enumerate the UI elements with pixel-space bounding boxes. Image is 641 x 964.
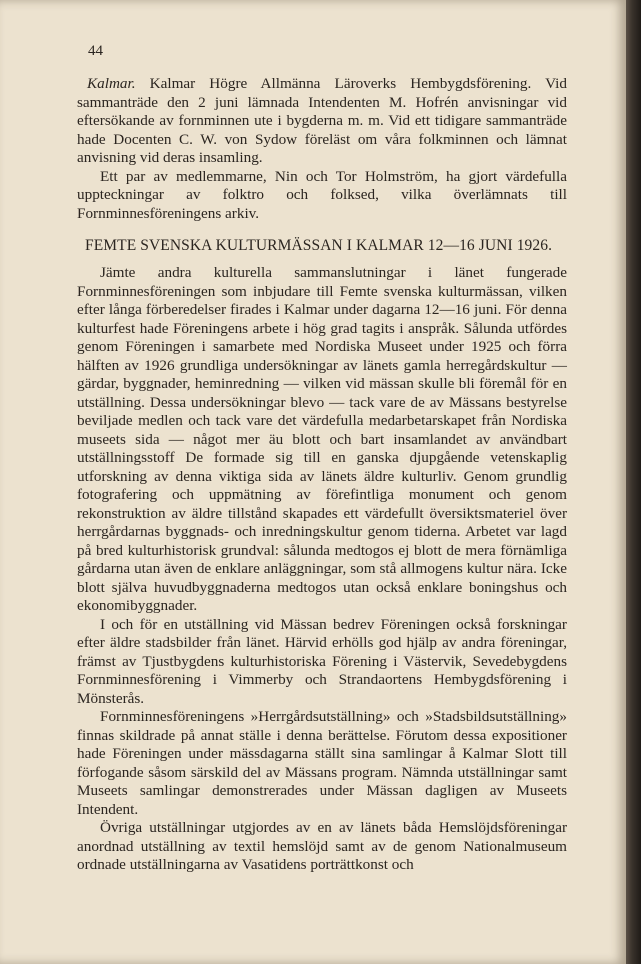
paragraph: Övriga utställningar utgjordes av en av länets båda Hemslöjdsföreningar anordnad utställning av textil hemslöjd samt av de genom Nationalmuseum ordnade utställningarna av Vasatidens porträttkonst och [77,819,567,873]
paragraph: Jämte andra kulturella sammanslutningar i länet fungerade Fornminnesföreningen som inbjudare till Femte svenska kulturmässan, vilken efter långa förberedelser firades i Kalmar under dagarna 12—16 juni. För denna kulturfest hade Föreningens arbete i hög grad tagits i anspråk. Sålunda utfördes genom Föreningen i samarbete med Nordiska Museet under 1925 och förra hälften av 1926 grundliga undersökningar av länets gamla herregårdskultur — gärdar, byggnader, heminredning — vilken vid mässan skulle bli föremål för en utställning. Dessa undersökningar blevo — tack vare de av Mässans bestyrelse beviljade medlen och tack vare det värdefulla medarbetarskapet från Nordiska museets sida — något mer äu blott och bart insamlandet av användbart utställningsstoff De formade sig till en ganska djupgående vetenskaplig utforskning av denna viktiga sida av länets äldre kulturliv. Genom grundlig fotografering och uppmätning av förefintliga monument och genom rekonstruktion av äldre tillstånd skapades ett värdefullt översiktsmateriel över herrgårdarnas byggnads- och inredningskultur genom tiderna. Arbetet var lagd på bred kulturhistorisk grundval: sålunda medtogos ej blott de mera förnämliga gårdarna utan även de enklare anläggningar, som stå allmogens kultur nära. Icke blott själva huvudbyggnaderna medtogos utan också enklare boningshus och ekonomibyggnader. [77,264,567,614]
section-kalmar [77,75,567,223]
page-number: 44 [88,43,103,59]
paragraph-kalmar-intro [77,75,567,168]
section-kulturmassan [77,264,567,875]
place-name-lead: Kalmar. [87,75,136,92]
paragraph-kalmar-intro-text: Kalmar Högre Allmänna Läroverks Hembygdsförening. Vid sammanträde den 2 juni lämnada Intendenten M. Hofrén anvisningar vid eftersökande av fornminnen ute i bygderna m. m. Vid ett tidigare sammanträde hade Docenten C. W. von Sydow föreläst om våra folkminnen och lämnat anvisning vid deras insamling. [77,75,567,166]
page-edge-shadow [626,0,641,964]
paragraph: I och för en utställning vid Mässan bedrev Föreningen också forskningar efter äldre stadsbilder från länet. Härvid erhölls god hjälp av andra föreningar, främst av Tjustbygdens kulturhistoriska Förening i Västervik, Sevedebygdens Fornminnesförening i Vimmerby och Strandaortens Hembygdsförening i Mönsterås. [77,615,567,707]
paragraph: Fornminnesföreningens »Herrgårdsutställning» och »Stadsbildsutställning» finnas skildrade på annat ställe i denna berättelse. Förutom dessa expositioner hade Föreningen under mässdagarna ställt sina samlingar å Kalmar Slott till förfogande såsom särskild del av Mässans program. Nämnda utställningar samt Museets samlingar demonstrerades under Mässan dagligen av Museets Intendent. [77,708,567,818]
section-heading: FEMTE SVENSKA KULTURMÄSSAN I KALMAR 12—16 JUNI 1926. [85,237,553,254]
paragraph-kalmar-second: Ett par av medlemmarne, Nin och Tor Holmström, ha gjort värdefulla uppteckningar av folktro och folksed, vilka överlämnats till Fornminnesföreningens arkiv. [77,167,567,222]
